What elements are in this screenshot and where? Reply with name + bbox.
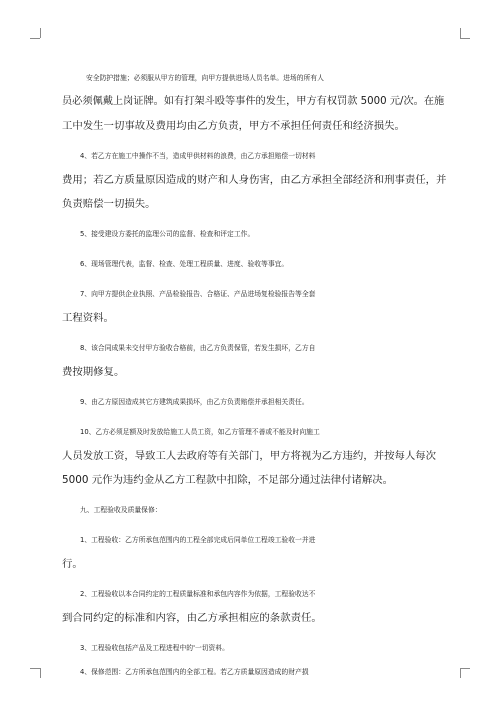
text-line: 7、向甲方提供企业执照、产品检验报告、合格证、产品进场复检验报告等全套 bbox=[80, 290, 316, 298]
text-line: 到合同约定的标准和内容，由乙方承担相应的条款责任。 bbox=[62, 612, 322, 624]
text-line: 2、工程验收以本合同约定的工程质量标准和承包内容作为依据，工程验收达不 bbox=[80, 590, 316, 598]
text-line: 4、若乙方在施工中操作不当，造成甲供材料的浪费，由乙方承担赔偿一切材料 bbox=[80, 152, 316, 160]
section-heading: 九、工程验收及质量保修： bbox=[80, 506, 162, 514]
text-line: 工程资料。 bbox=[62, 312, 114, 324]
text-line: 5、接受建设方委托的监理公司的监督、检查和评定工作。 bbox=[80, 230, 255, 238]
text-line: 费按期修复。 bbox=[62, 366, 125, 378]
text-line: 员必须佩戴上岗证牌。如有打架斗殴等事件的发生，甲方有权罚款 5000 元/次。在施 bbox=[62, 96, 445, 107]
text-line: 8、该合同成果未交付甲方验收合格前，由乙方负责保管，若发生损坏，乙方自 bbox=[80, 344, 316, 352]
text-line: 费用；若乙方质量原因造成的财产和人身伤害，由乙方承担全部经济和刑事责任，并 bbox=[62, 174, 447, 186]
text-line: 安全防护措施；必须服从甲方的管理，向甲方提供进场人员名单。进场的所有人 bbox=[86, 74, 324, 82]
text-line: 9、由乙方原因造成其它方建筑成果损坏，由乙方负责赔偿并承担相关责任。 bbox=[80, 398, 309, 406]
text-line: 5000 元作为违约金从乙方工程款中扣除，不足部分通过法律付诸解决。 bbox=[62, 474, 394, 486]
text-line: 10、乙方必须足额及时发放给施工人员工资，如乙方管理不善或不能及时向施工 bbox=[80, 428, 320, 436]
text-line: 负责赔偿一切损失。 bbox=[62, 198, 156, 210]
text-line: 工中发生一切事故及费用均由乙方负责，甲方不承担任何责任和经济损失。 bbox=[62, 120, 405, 132]
text-line: 4、保修范围：乙方所承包范围内的全部工程。若乙方质量原因造成的财产损 bbox=[80, 668, 309, 676]
text-line: 行。 bbox=[62, 558, 83, 570]
text-line: 3、工程验收包括产品及工程进程中的'一切资料。 bbox=[80, 644, 229, 652]
text-line: 人员发放工资，导致工人去政府等有关部门，甲方将视为乙方违约，并按每人每次 bbox=[62, 450, 437, 462]
text-line: 6、现场管理代表，监督、检查、处理工程质量、进度、验收等事宜。 bbox=[80, 260, 289, 268]
text-line: 1、工程验收：乙方所承包范围内的工程全部完成后同单位工程竣工验收一并进 bbox=[80, 536, 316, 544]
